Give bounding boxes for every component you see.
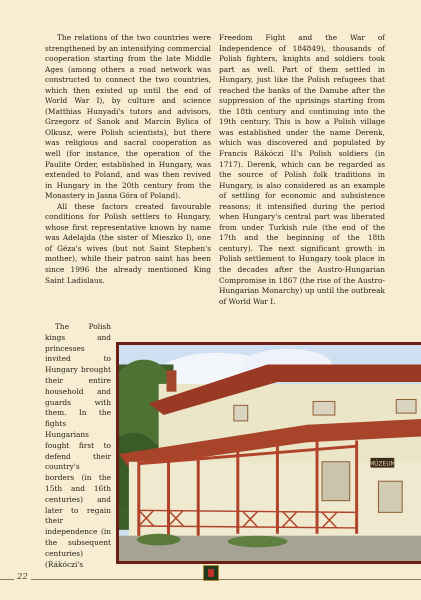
right-text-column [219, 33, 385, 307]
left-text-column [45, 33, 211, 286]
museum-building-photo [116, 342, 421, 564]
paragraph: All these factors created favourable conditions for Polish settlers to Hungary, whose first representative known by name was Adelajda (the sister of Mieszko I), one of Géza's wives (but not Saint Stephen's mother), while their patron saint has been since 1996 the already mentioned King Saint Ladislaus. [45, 201, 211, 285]
svg-text:MÚZEUM: MÚZEUM [369, 461, 396, 468]
page-number: 22 [14, 572, 31, 582]
paragraph-beside-photo: The Polish kings and princesses invited to Hungary brought their entire household and guards with them. In the fights Hungarians fought first to defend their country's borders (in the 15th and 16th centuries) and later to regain their independence (in the subsequent centuries) (Rákóczi's [45, 322, 111, 569]
paragraph: The relations of the two countries were strengthened by an intensifying commercial cooperation starting from the late Middle Ages (among others a road network was constructed to connect the two countries, which then existed up until the end of World War I), by culture and science (Matthias Hunyadi's tutors and advisors, Grzegorz of Sanok and Marcin Bylica of Olkusz, were Polish scientists), but there was religious and sacral cooperation as well (for instance, the operation of the Paulite Order, established in Hungary, was extended to Poland, and was then revived in Hungary in the 20th century from the Monastery in Jasna Góra of Poland). [45, 33, 211, 201]
emblem-icon [203, 565, 219, 581]
photo-illustration [119, 345, 421, 561]
paragraph: Freedom Fight and the War of Independence of 184849), thousands of Polish fighters, knights and soldiers took part as well. Part of them settled in Hungary, just like the Polish refugees that reached the banks of the Danube after the suppression of the uprisings starting from the 18th century and continuing into the 19th century. This is how a Polish village was established under the name Derenk, which was discovered and populated by Francis Rákóczi II's Polish soldiers (in 1717). Derenk, which can be regarded as the source of Polish folk traditions in Hungary, is also considered as an example of settling for economic and subsistence reasons; it intensified during the period when Hungary's central part was liberated from under Turkish rule (the end of the 17th and the beginning of the 18th century). The next significant growth in Polish settlement to Hungary took place in the decades after the Austro-Hungarian Compromise in 1867 (the rise of the Austro-Hungarian Monarchy) up until the outbreak of World War I. [219, 33, 385, 306]
